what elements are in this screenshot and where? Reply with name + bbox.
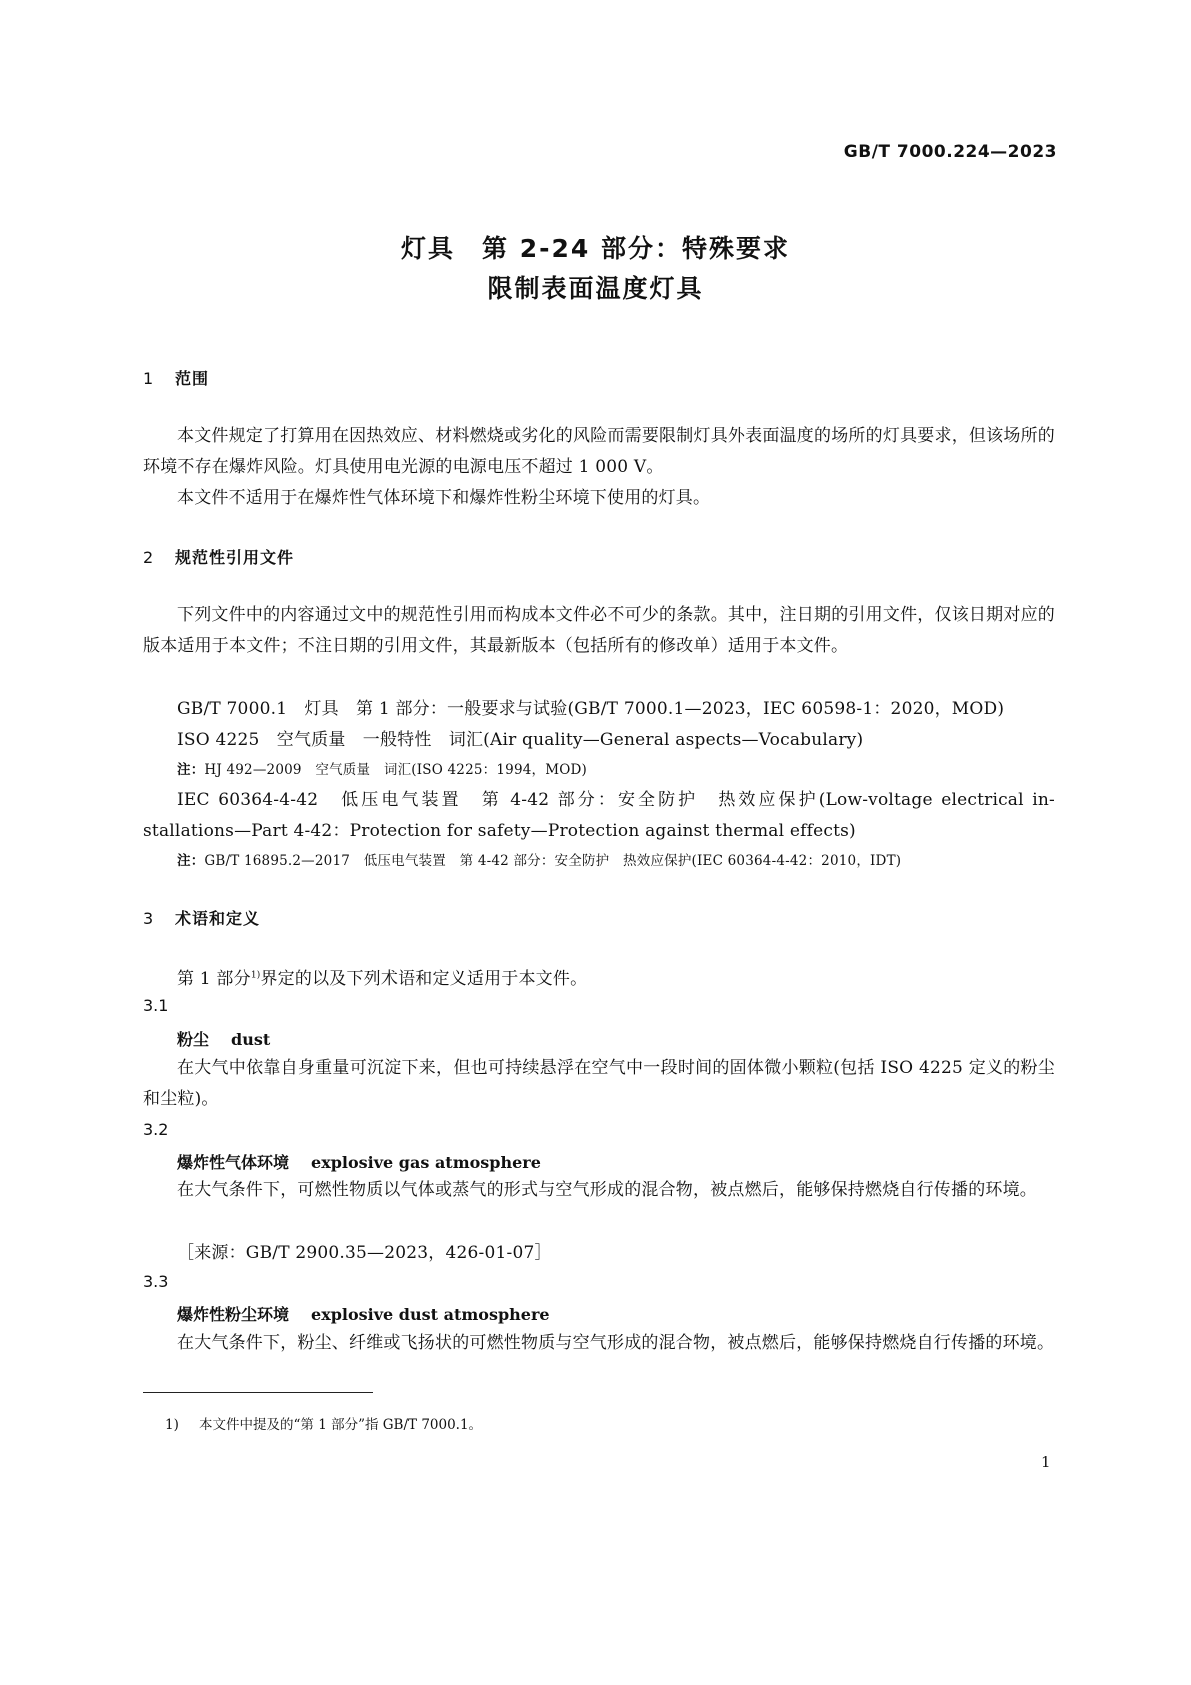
- title-line-1: 灯具 第 2-24 部分：特殊要求: [401, 234, 790, 263]
- term-name: [177, 1150, 541, 1173]
- term-name-en: explosive dust atmosphere: [311, 1305, 550, 1324]
- section-number: 3: [143, 909, 155, 928]
- footnote-text: 本文件中提及的“第 1 部分”指 GB/T 7000.1。: [199, 1417, 483, 1433]
- term-number: 3.2: [143, 1120, 169, 1139]
- term-source: ［来源：GB/T 2900.35—2023，426-01-07］: [177, 1243, 552, 1263]
- note-text: HJ 492—2009 空气质量 词汇(ISO 4225：1994，MOD): [204, 762, 588, 778]
- reference-item-line-2: stallations—Part 4-42：Protection for safety—Protection against thermal effects): [143, 821, 856, 841]
- scope-paragraph-2: 本文件不适用于在爆炸性气体环境下和爆炸性粉尘环境下使用的灯具。: [177, 488, 711, 508]
- term-number: 3.1: [143, 996, 169, 1015]
- note-text: GB/T 16895.2—2017 低压电气装置 第 4-42 部分：安全防护 热效应保护(IEC 60364-4-42：2010，IDT): [204, 853, 902, 869]
- term-name-en: explosive gas atmosphere: [311, 1153, 541, 1172]
- term-name: [177, 1027, 270, 1050]
- title-line-2: 限制表面温度灯具: [487, 274, 704, 303]
- reference-item-line-1: IEC 60364-4-42 低压电气装置 第 4-42 部分：安全防护 热效应保护(Low-voltage electrical in-: [177, 790, 1055, 810]
- reference-note: [177, 849, 901, 869]
- note-label: 注：: [177, 762, 205, 778]
- terms-intro-text: 界定的以及下列术语和定义适用于本文件。: [260, 969, 588, 989]
- section-heading-scope: [143, 366, 209, 389]
- section-title: 范围: [175, 369, 210, 388]
- scope-paragraph-1: 本文件规定了打算用在因热效应、材料燃烧或劣化的风险而需要限制灯具外表面温度的场所的灯具要求，但该场所的环境不存在爆炸风险。灯具使用电光源的电源电压不超过 1 000 V。: [143, 426, 1055, 477]
- term-name-en: dust: [231, 1030, 271, 1049]
- section-title: 规范性引用文件: [175, 548, 295, 567]
- terms-intro-text: 第 1 部分: [177, 969, 251, 989]
- section-heading-normative-references: [143, 545, 294, 568]
- section-number: 1: [143, 369, 155, 388]
- section-title: 术语和定义: [175, 909, 261, 928]
- footnote-ref: 1): [250, 970, 261, 981]
- term-name: [177, 1302, 550, 1325]
- section-number: 2: [143, 548, 155, 567]
- section-heading-terms: [143, 906, 260, 929]
- standard-number: GB/T 7000.224—2023: [843, 142, 1057, 162]
- footnote-divider: [143, 1392, 373, 1393]
- terms-intro: [177, 964, 587, 989]
- footnote-marker: 1): [165, 1417, 179, 1433]
- reference-note: [177, 758, 587, 778]
- term-name-zh: 粉尘: [177, 1030, 210, 1049]
- term-definition: 在大气中依靠自身重量可沉淀下来，但也可持续悬浮在空气中一段时间的固体微小颗粒(包括 ISO 4225 定义的粉尘和尘粒)。: [143, 1058, 1055, 1109]
- note-label: 注：: [177, 853, 205, 869]
- footnote: [165, 1413, 482, 1433]
- term-name-zh: 爆炸性气体环境: [177, 1153, 290, 1172]
- page-number: 1: [1041, 1453, 1051, 1471]
- reference-item: GB/T 7000.1 灯具 第 1 部分：一般要求与试验(GB/T 7000.1—2023，IEC 60598-1：2020，MOD): [177, 699, 1005, 719]
- term-definition: 在大气条件下，可燃性物质以气体或蒸气的形式与空气形成的混合物，被点燃后，能够保持燃烧自行传播的环境。: [177, 1180, 1037, 1200]
- term-name-zh: 爆炸性粉尘环境: [177, 1305, 290, 1324]
- references-intro-paragraph: 下列文件中的内容通过文中的规范性引用而构成本文件必不可少的条款。其中，注日期的引用文件，仅该日期对应的版本适用于本文件；不注日期的引用文件，其最新版本（包括所有的修改单）适用于本文件。: [143, 605, 1055, 656]
- reference-item: ISO 4225 空气质量 一般特性 词汇(Air quality—General aspects—Vocabulary): [177, 730, 864, 750]
- term-number: 3.3: [143, 1272, 169, 1291]
- term-definition: 在大气条件下，粉尘、纤维或飞扬状的可燃性物质与空气形成的混合物，被点燃后，能够保持燃烧自行传播的环境。: [177, 1333, 1055, 1353]
